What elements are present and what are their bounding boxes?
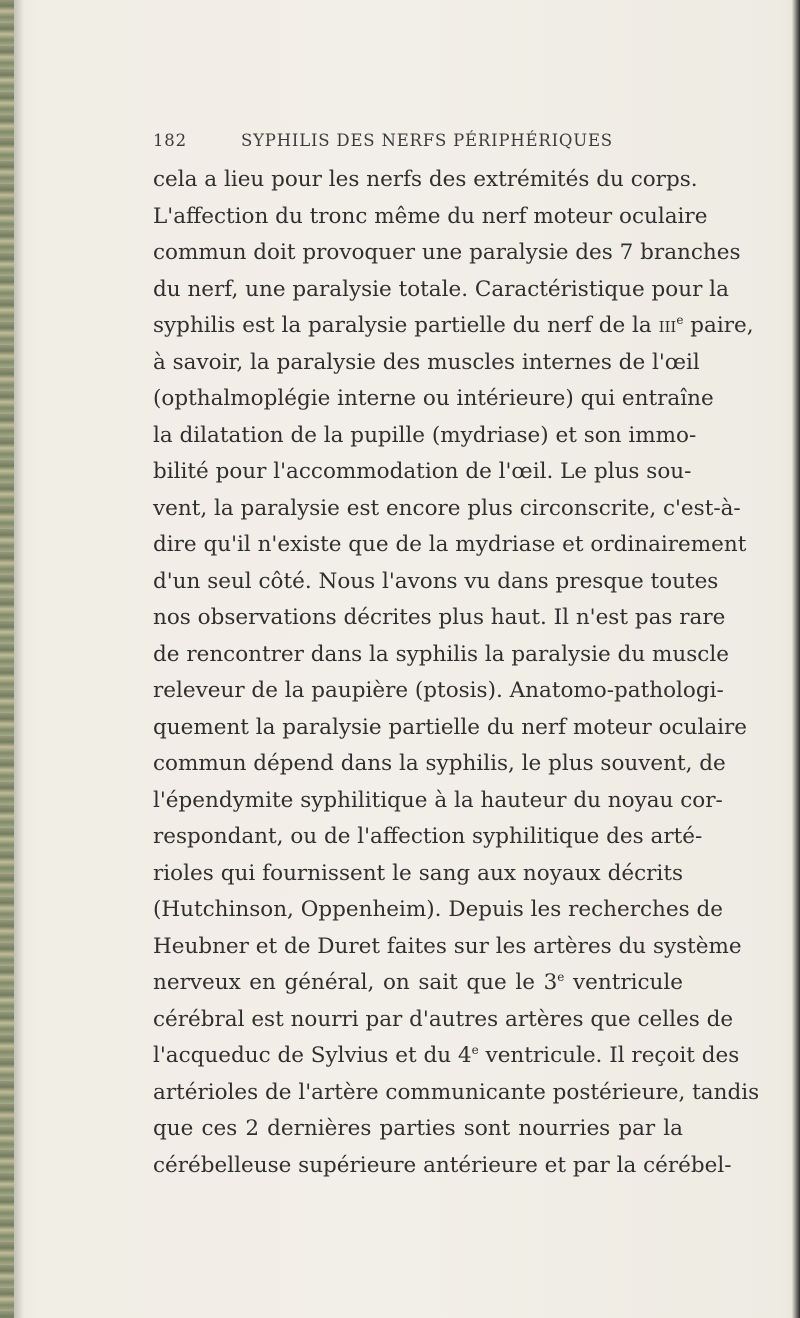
page-binding-edge bbox=[0, 0, 14, 1318]
text-line: respondant, ou de l'affection syphilitique des arté- bbox=[153, 824, 703, 849]
text-line: du nerf, une paralysie totale. Caractéristique pour la bbox=[153, 276, 729, 302]
text-line: cela a lieu pour les nerfs des extrémités du corps. bbox=[153, 167, 698, 192]
text-line: (Hutchinson, Oppenheim). Depuis les recherches de bbox=[153, 897, 723, 922]
text-line: l'épendymite syphilitique à la hauteur du noyau cor- bbox=[153, 787, 723, 813]
text-line: quement la paralysie partielle du nerf moteur oculaire bbox=[153, 714, 748, 740]
text-line: cérébelleuse supérieure antérieure et par la cérébel- bbox=[153, 1152, 732, 1178]
text-line: que ces 2 dernières parties sont nourries par la bbox=[153, 1116, 683, 1141]
page-number: 182 bbox=[153, 131, 187, 150]
text-line: L'affection du tronc même du nerf moteur oculaire bbox=[153, 203, 708, 229]
text-line: releveur de la paupière (ptosis). Anatomo-pathologi- bbox=[153, 678, 724, 703]
text-line: (opthalmoplégie interne ou intérieure) qui entraîne bbox=[153, 386, 714, 411]
text-line: syphilis est la paralysie partielle du nerf de la iii$^e$ paire, bbox=[153, 313, 754, 338]
page-right-edge bbox=[792, 0, 800, 1318]
body-text bbox=[153, 162, 760, 1184]
text-line: Heubner et de Duret faites sur les artères du système bbox=[153, 933, 742, 959]
text-line: l'acqueduc de Sylvius et du 4e ventricule. Il reçoit des bbox=[153, 1043, 740, 1068]
text-line: de rencontrer dans la syphilis la paralysie du muscle bbox=[153, 641, 729, 667]
text-line: nerveux en général, on sait que le 3e ventricule bbox=[153, 970, 683, 995]
text-line: dire qu'il n'existe que de la mydriase et ordinairement bbox=[153, 532, 747, 557]
text-line: commun doit provoquer une paralysie des 7 branches bbox=[153, 240, 741, 265]
text-line: rioles qui fournissent le sang aux noyaux décrits bbox=[153, 860, 683, 886]
text-line: cérébral est nourri par d'autres artères que celles de bbox=[153, 1006, 734, 1032]
text-line: vent, la paralysie est encore plus circonscrite, c'est-à- bbox=[153, 495, 741, 521]
text-line: nos observations décrites plus haut. Il n'est pas rare bbox=[153, 605, 726, 630]
text-line: à savoir, la paralysie des muscles internes de l'œil bbox=[153, 349, 700, 375]
text-line: bilité pour l'accommodation de l'œil. Le plus sou- bbox=[153, 459, 692, 484]
text-line: la dilatation de la pupille (mydriase) et son immo- bbox=[153, 422, 697, 448]
text-line: commun dépend dans la syphilis, le plus souvent, de bbox=[153, 751, 726, 776]
running-header bbox=[153, 131, 693, 157]
text-line: artérioles de l'artère communicante postérieure, tandis bbox=[153, 1079, 760, 1105]
text-line: d'un seul côté. Nous l'avons vu dans presque toutes bbox=[153, 568, 719, 594]
running-title: SYPHILIS DES NERFS PÉRIPHÉRIQUES bbox=[241, 131, 613, 150]
binding-shadow bbox=[14, 0, 24, 1318]
